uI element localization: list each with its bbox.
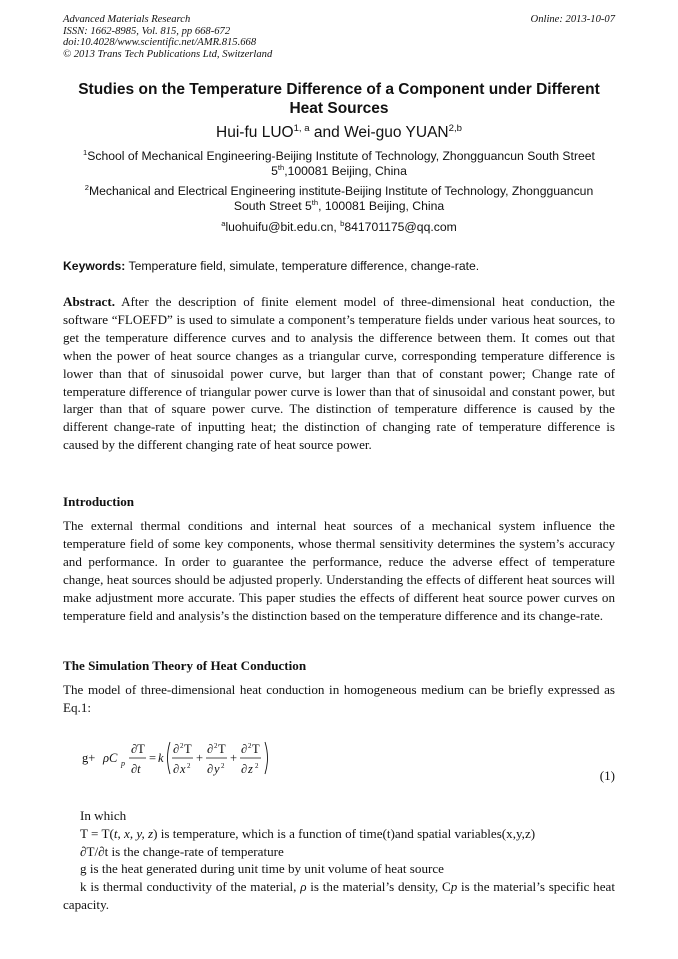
def-conductivity-text-3: is the material’s specific heat capacity. [63,879,619,912]
def-change-rate-text: is the change-rate of temperature [108,843,284,859]
introduction-heading: Introduction [63,494,135,509]
affiliation-1-street: 5 [271,164,278,178]
svg-text:z: z [248,762,253,776]
author-2-marker: 2,b [448,122,462,134]
svg-text:y: y [214,762,220,776]
svg-text:∂: ∂ [207,762,214,776]
journal-doi: doi:10.4028/www.scientific.net/AMR.815.668 [63,37,257,49]
journal-header [63,14,615,60]
affiliation-2-marker: 2 [84,183,89,193]
journal-copyright: © 2013 Trans Tech Publications Ltd, Switzerland [63,48,273,60]
affiliation-1-city: ,100081 Beijing, China [284,164,407,178]
keywords-text: Temperature field, simulate, temperature difference, change-rate. [125,259,480,273]
def-p: p [450,879,458,895]
svg-text:2: 2 [221,762,225,770]
def-temperature [63,825,615,843]
journal-issn: ISSN: 1662-8985, Vol. 815, pp 668-672 [63,25,231,37]
email-b-marker: b [340,219,345,229]
svg-text:x: x [180,762,186,776]
svg-text:∂: ∂ [241,762,248,776]
svg-text:2: 2 [248,742,252,750]
svg-text:g+: g+ [82,751,96,765]
svg-text:ρC: ρC [103,751,118,765]
variable-definitions [63,807,619,914]
def-conductivity-text-2: is the material’s density, C [306,879,451,895]
svg-text:2: 2 [187,762,191,770]
abstract-label: Abstract. [63,294,115,309]
author-2: Wei-guo YUAN [344,124,449,141]
title-line-1: Studies on the Temperature Difference of a Component under Different [78,81,600,98]
title-line-2: Heat Sources [289,100,389,117]
online-date: Online: 2013-10-07 [530,14,615,25]
simulation-heading: The Simulation Theory of Heat Conduction [63,658,307,673]
affiliation-1-line-1: School of Mechanical Engineering-Beijing Institute of Technology, Zhongguancun South Street [87,149,595,163]
paper-title [63,80,615,118]
equation-number: (1) [599,768,615,783]
svg-text:2: 2 [214,742,218,750]
simulation-text: The model of three-dimensional heat conduction in homogeneous medium can be briefly expressed as Eq.1: [63,682,615,715]
email-line [63,220,615,235]
def-change-rate [63,843,615,861]
svg-text:=: = [149,751,157,765]
affiliation-1-ordinal: th [277,163,285,173]
abstract [63,293,619,454]
def-rho: ρ [300,879,307,895]
svg-text:∂t: ∂t [131,762,141,776]
svg-text:T: T [218,742,226,756]
abstract-text: After the description of finite element model of three-dimensional heat conduction, the software “FLOEFD” is used to simulate a component’s temperature fields under various heat sources, to get the temperature difference curves and to analysis the difference between them. It comes out that when the power of heat source changes as a triangular curve, corresponding temperature difference is lower than that of sinusoidal power curve, but larger than that of constant power; Change rate of temperature difference of triangular power curve is lower than that of sinusoidal and constant power, but larger than that of square power curve. The distinction of temperature difference is caused by the different change-rate of inputting heat; the distinction of changing rate of temperature difference is caused by the different changing rate of heat source power. [63,294,619,453]
heat-equation [82,736,615,782]
svg-text:2: 2 [180,742,184,750]
affiliation-2-street: South Street 5 [233,199,312,213]
svg-text:∂: ∂ [207,742,214,756]
affiliation-2-city: , 100081 Beijing, China [318,199,445,213]
author-1-marker: 1, a [293,122,310,134]
affiliation-1 [63,149,615,179]
def-temperature-suffix: ) is temperature, which is a function of time(t)and spatial variables(x,y,z) [153,825,536,841]
email-a-marker: a [221,219,226,229]
journal-name: Advanced Materials Research [63,14,191,25]
svg-text:∂T: ∂T [131,742,145,756]
svg-text:2: 2 [255,762,259,770]
svg-text:+: + [230,751,238,765]
def-conductivity [63,878,619,914]
def-heat-generated: g is the heat generated during unit time by unit volume of heat source [80,861,444,877]
email-b[interactable]: 841701175@qq.com [344,220,457,234]
introduction-text: The external thermal conditions and internal heat sources of a mechanical system influence the temperature field of some key components, whose thermal sensitivity determines the system’s accuracy and performance. In order to guarantee the performance, reduce the adverse effect of temperature change, heat sources should be adjusted properly. Understanding the effects of different heat sources will make adjustment more accurate. This paper studies the effects of different heat source power curves on temperature field and analysis’s the distinction based on the temperature difference and its change-rate. [63,518,615,623]
svg-text:T: T [252,742,260,756]
svg-text:∂: ∂ [241,742,248,756]
author-1: Hui-fu LUO [216,124,294,141]
affiliation-2-ordinal: th [311,198,319,208]
author-line [63,123,615,142]
svg-text:∂: ∂ [173,762,180,776]
def-change-rate-symbol: ∂T/∂t [80,843,109,859]
affiliation-2-line-1: Mechanical and Electrical Engineering institute-Beijing Institute of Technology, Zhongguancun [88,184,594,198]
email-a[interactable]: luohuifu@bit.edu.cn, [225,220,341,234]
svg-text:p: p [121,759,125,768]
author-connector: and [309,124,345,141]
affiliation-1-marker: 1 [83,148,88,158]
svg-text:∂: ∂ [173,742,180,756]
svg-text:k: k [158,751,164,765]
def-temperature-prefix: T = T( [80,825,114,841]
keywords [63,259,615,274]
keywords-label: Keywords: [63,259,126,273]
def-conductivity-text-1: k is thermal conductivity of the material, [80,879,301,895]
svg-text:+: + [196,751,204,765]
svg-text:T: T [184,742,192,756]
def-temperature-args: t, x, y, z [113,825,154,841]
heat-equation-formula [82,736,282,782]
in-which: In which [80,808,127,823]
affiliation-2 [63,184,615,214]
